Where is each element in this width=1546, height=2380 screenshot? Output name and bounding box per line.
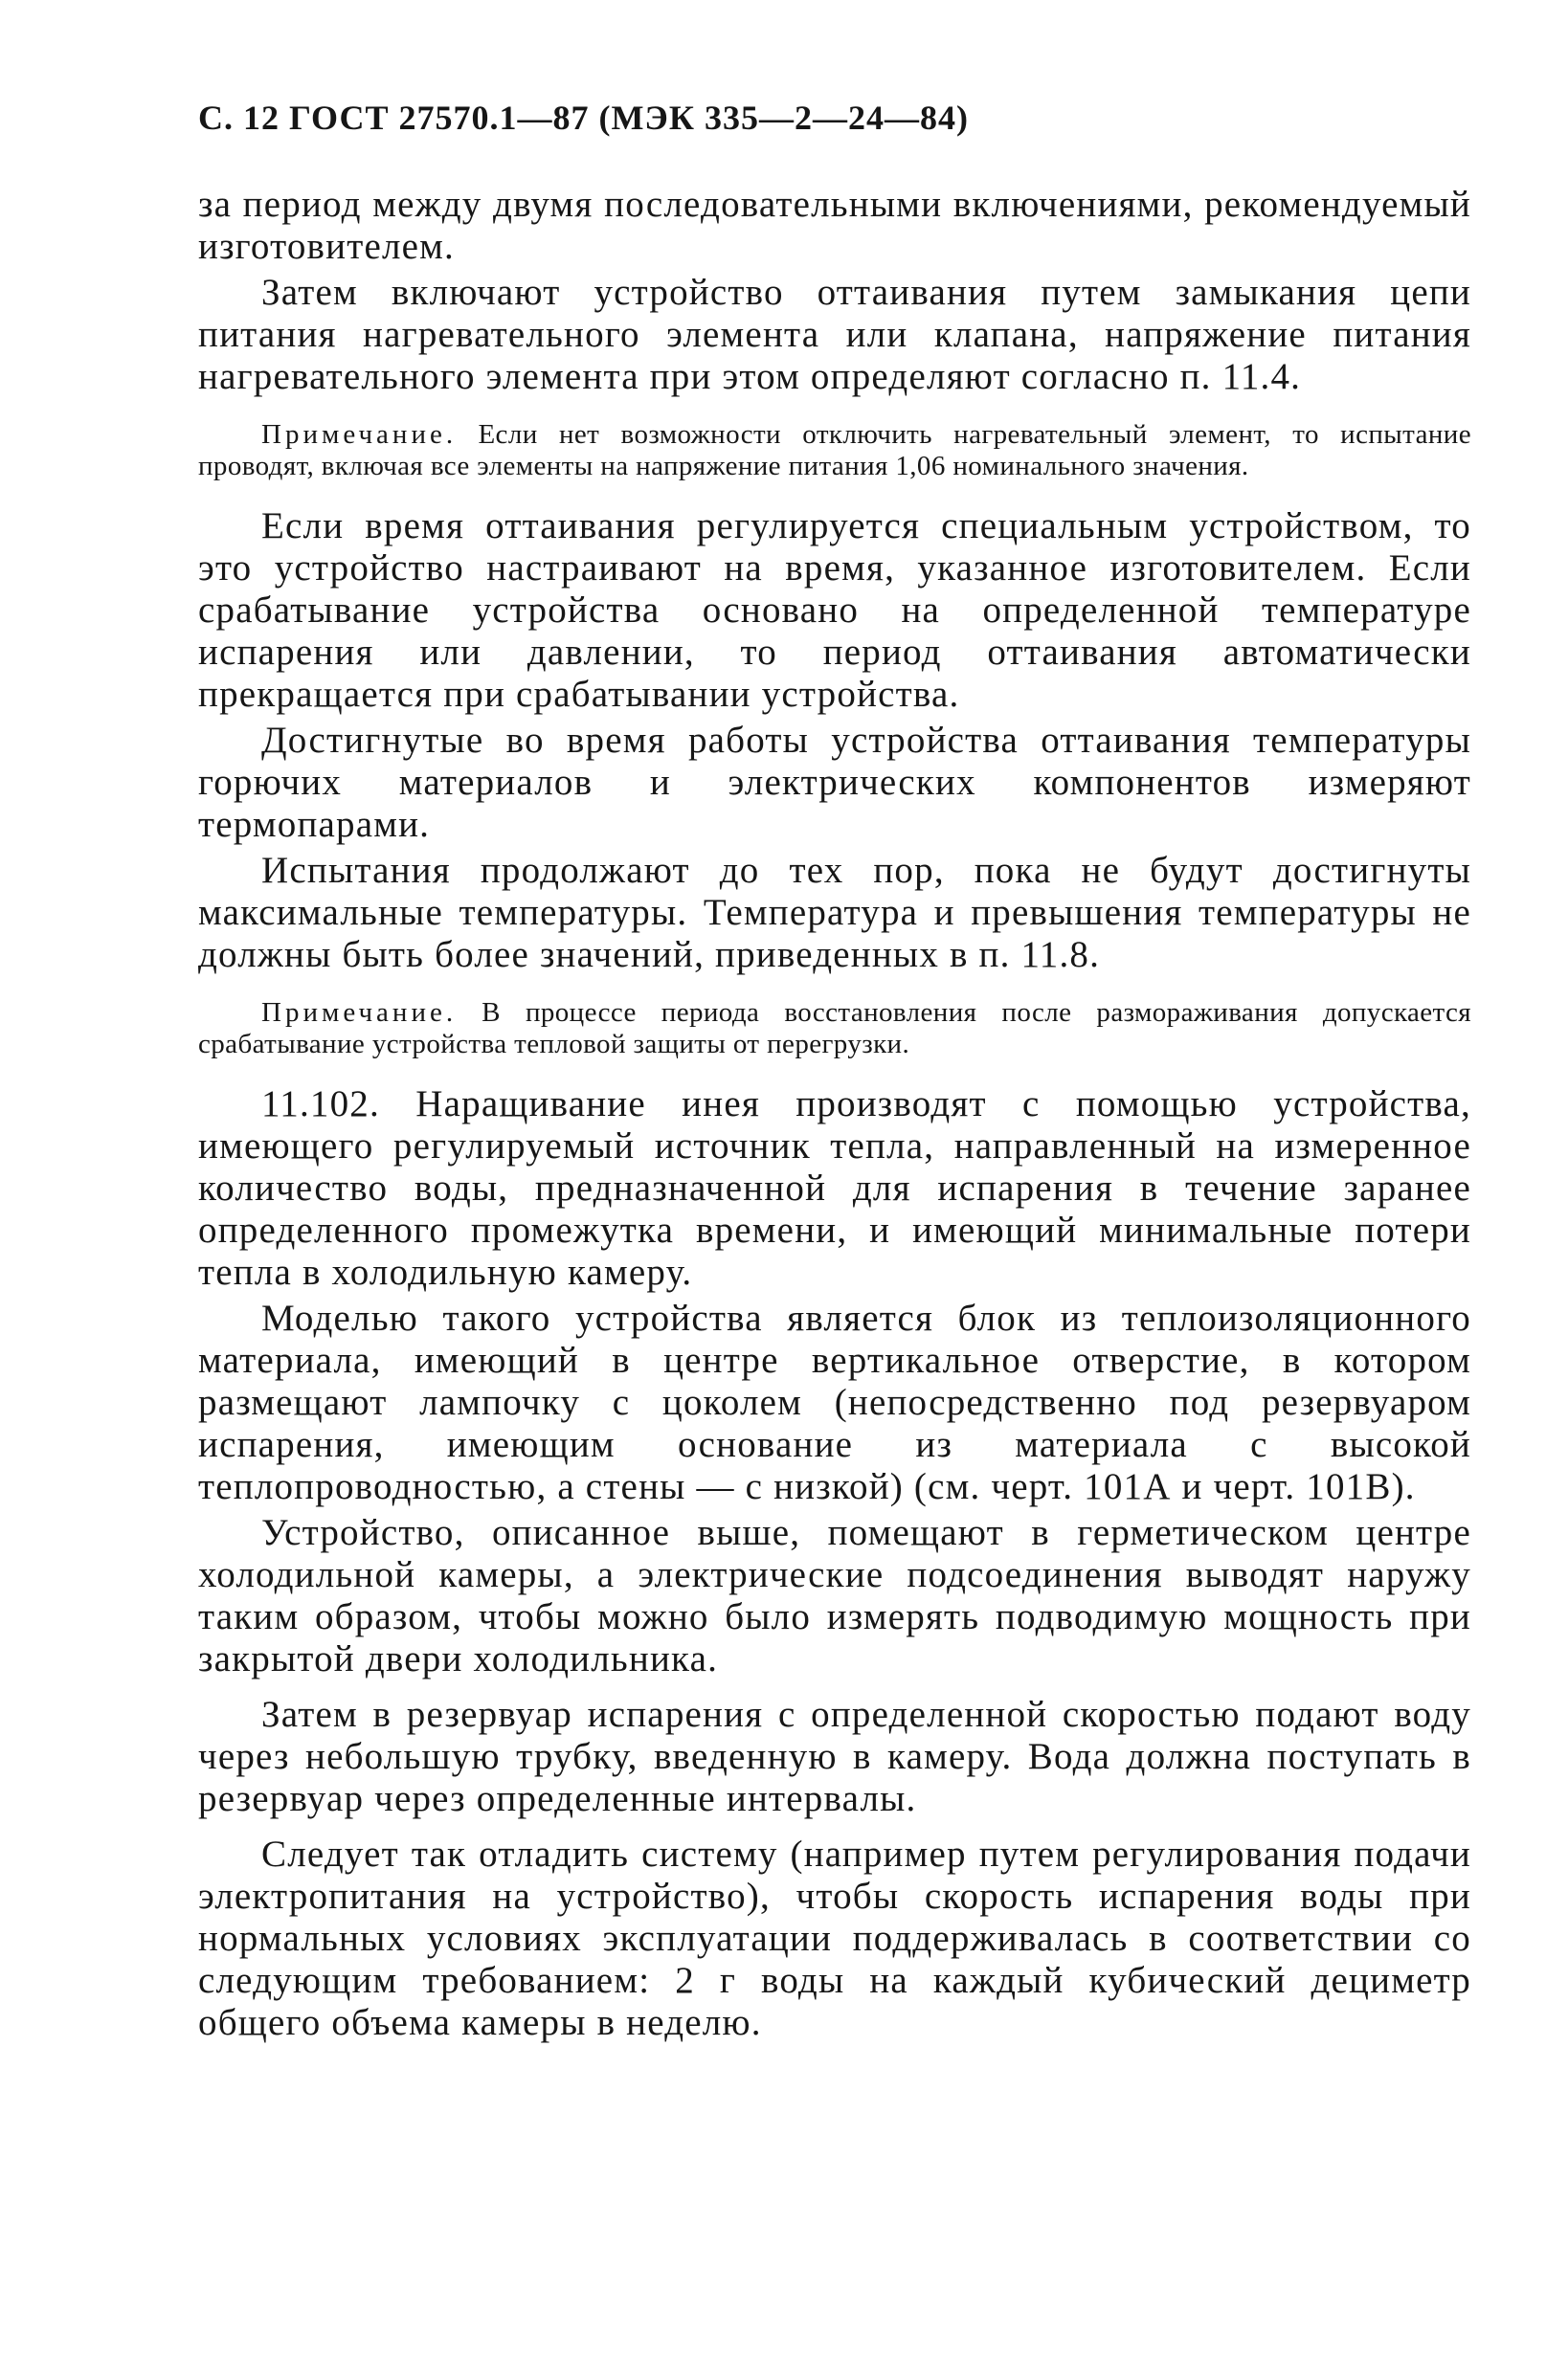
note-1-label: Примечание. [261, 419, 458, 450]
note-2-text: В процессе периода восстановления после размораживания допускается срабатывание устройства тепловой защиты от перегрузки. [198, 997, 1471, 1059]
paragraph-defrost-time: Если время оттаивания регулируется специальным устройством, то это устройство настраивают на время, указанное изготовителем. Если срабатывание устройства основано на определенной температуре испарения или давлении, то период оттаивания автоматически прекращается при срабатывании устройства. [198, 505, 1471, 715]
note-2 [198, 997, 1471, 1060]
paragraph-system-tuning: Следует так отладить систему (например путем регулирования подачи электропитания на устройство), чтобы скорость испарения воды при нормальных условиях эксплуатации поддерживалась в соответствии со следующим требованием: 2 г воды на каждый кубический дециметр общего объема камеры в неделю. [198, 1834, 1471, 2043]
paragraph-test-duration: Испытания продолжают до тех пор, пока не будут достигнуты максимальные температуры. Температура и превышения температуры не должны быть более значений, приведенных в п. 11.8. [198, 850, 1471, 975]
document-body [198, 184, 1471, 2048]
note-2-label: Примечание. [261, 997, 458, 1028]
paragraph-defrost-start: Затем включают устройство оттаивания путем замыкания цепи питания нагревательного элемента или клапана, напряжение питания нагревательного элемента при этом определяют согласно п. 11.4. [198, 272, 1471, 397]
page-header: С. 12 ГОСТ 27570.1—87 (МЭК 335—2—24—84) [198, 99, 969, 137]
note-1 [198, 419, 1471, 482]
paragraph-water-feed: Затем в резервуар испарения с определенной скоростью подают воду через небольшую трубку, введенную в камеру. Вода должна поступать в резервуар через определенные интервалы. [198, 1694, 1471, 1819]
paragraph-device-placement: Устройство, описанное выше, помещают в герметическом центре холодильной камеры, а электрические подсоединения выводят наружу таким образом, чтобы можно было измерять подводимую мощность при закрытой двери холодильника. [198, 1512, 1471, 1679]
note-1-text: Если нет возможности отключить нагревательный элемент, то испытание проводят, включая все элементы на напряжение питания 1,06 номинального значения. [198, 419, 1471, 481]
paragraph-11-102: 11.102. Наращивание инея производят с помощью устройства, имеющего регулируемый источник тепла, направленный на измеренное количество воды, предназначенной для испарения в течение заранее определенного промежутка времени, и имеющий минимальные потери тепла в холодильную камеру. [198, 1083, 1471, 1293]
paragraph-temperatures: Достигнутые во время работы устройства оттаивания температуры горючих материалов и электрических компонентов измеряют термопарами. [198, 720, 1471, 845]
paragraph-continuation: за период между двумя последовательными включениями, рекомендуемый изготовителем. [198, 184, 1471, 267]
paragraph-device-model: Моделью такого устройства является блок из теплоизоляционного материала, имеющий в центре вертикальное отверстие, в котором размещают лампочку с цоколем (непосредственно под резервуаром испарения, имеющим основание из материала с высокой теплопроводностью, а стены — с низкой) (см. черт. 101А и черт. 101В). [198, 1298, 1471, 1507]
